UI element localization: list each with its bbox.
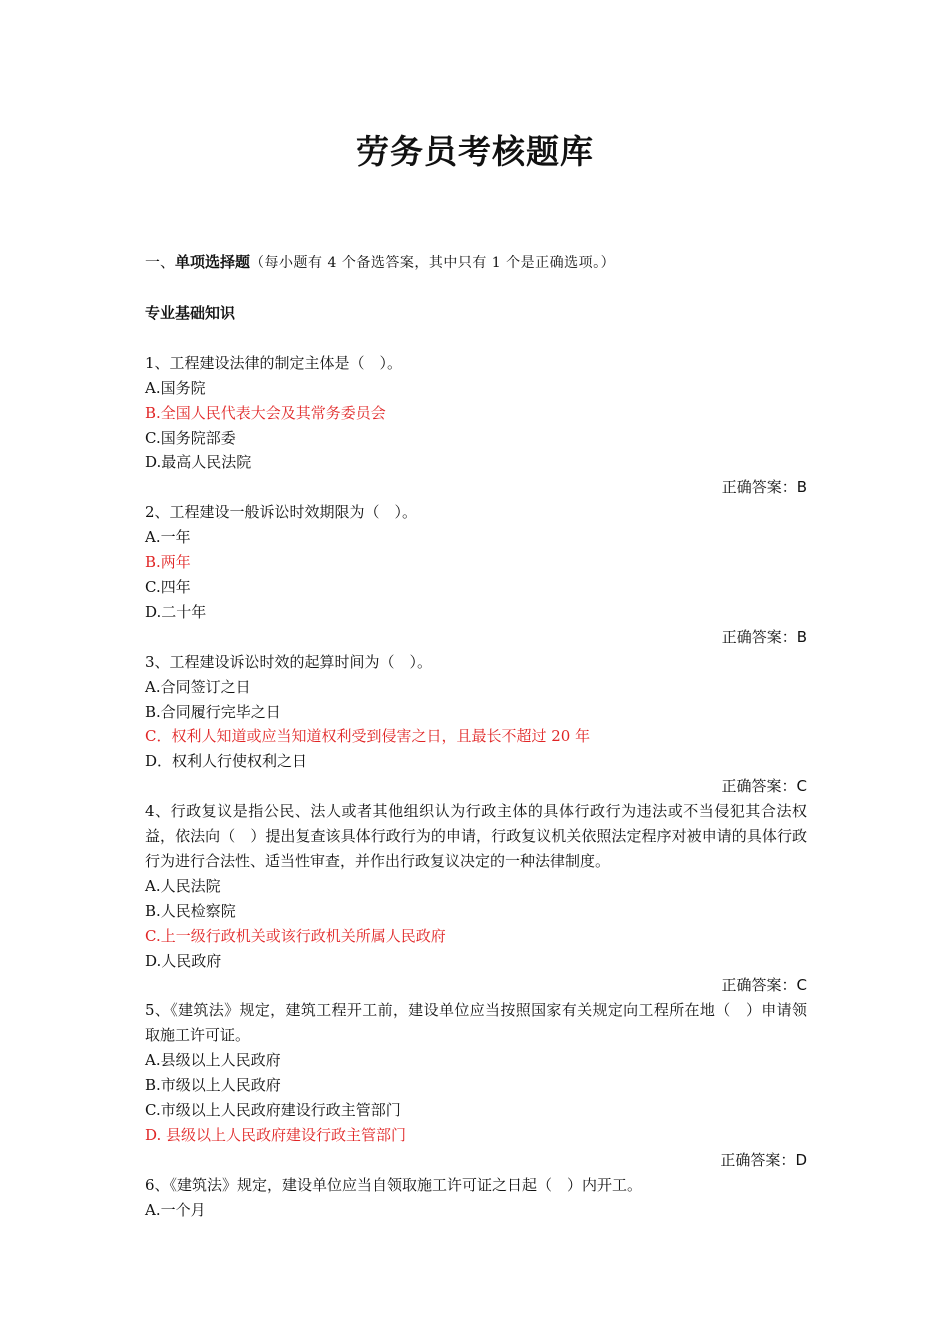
- question-block: [145, 500, 807, 649]
- correct-answer: [145, 973, 807, 998]
- option: B.合同履行完毕之日: [145, 702, 281, 721]
- answer-label: 正确答案：: [721, 976, 797, 995]
- answer-value: C: [796, 976, 807, 995]
- question-block: [145, 799, 807, 998]
- answer-label: 正确答案：: [721, 478, 797, 497]
- option: C.国务院部委: [145, 428, 236, 447]
- option: A.国务院: [145, 378, 206, 397]
- answer-value: B: [796, 627, 807, 646]
- correct-answer: [145, 1148, 807, 1173]
- option-correct: D. 县级以上人民政府建设行政主管部门: [145, 1125, 407, 1144]
- answer-label: 正确答案：: [721, 777, 797, 796]
- option: D.二十年: [145, 602, 207, 621]
- option: A.一年: [145, 528, 191, 547]
- correct-answer: [145, 774, 807, 799]
- subsection-title: 专业基础知识: [145, 303, 236, 322]
- option: C.四年: [145, 577, 191, 596]
- answer-value: B: [796, 478, 807, 497]
- option-correct: C．权利人知道或应当知道权利受到侵害之日，且最长不超过 20 年: [145, 727, 591, 746]
- correct-answer: [145, 475, 807, 500]
- question-block: [145, 1173, 807, 1223]
- correct-answer: [145, 625, 807, 650]
- question-text: 2、工程建设一般诉讼时效期限为（ ）。: [145, 503, 418, 522]
- option: A.合同签订之日: [145, 677, 251, 696]
- answer-value: D: [795, 1150, 807, 1169]
- document-title: 劳务员考核题库: [356, 132, 594, 171]
- section-number: 一、: [145, 253, 176, 271]
- section-heading: 单项选择题: [175, 253, 251, 271]
- option: D.最高人民法院: [145, 453, 252, 472]
- option-correct: C.上一级行政机关或该行政机关所属人民政府: [145, 926, 446, 945]
- answer-label: 正确答案：: [720, 1150, 796, 1169]
- question-block: [145, 650, 807, 799]
- question-text: 5、《建筑法》规定，建筑工程开工前，建设单位应当按照国家有关规定向工程所在地（ ）申请领取施工许可证。: [145, 1001, 807, 1045]
- section-header: [145, 250, 807, 276]
- question-text: 1、工程建设法律的制定主体是（ ）。: [145, 353, 403, 372]
- option: B.人民检察院: [145, 901, 236, 920]
- option: D.人民政府: [145, 951, 222, 970]
- option: A.一个月: [145, 1200, 206, 1219]
- document-content: [145, 250, 807, 1223]
- option: D．权利人行使权利之日: [145, 752, 308, 771]
- option-correct: B.两年: [145, 553, 191, 572]
- option-correct: B.全国人民代表大会及其常务委员会: [145, 403, 386, 422]
- option: A.人民法院: [145, 876, 221, 895]
- question-text: 4、行政复议是指公民、法人或者其他组织认为行政主体的具体行政行为违法或不当侵犯其合法权益，依法向（ ）提出复查该具体行政行为的申请，行政复议机关依照法定程序对被申请的具体行政行为进行合法性、适当性审查，并作出行政复议决定的一种法律制度。: [145, 802, 807, 870]
- option: A.县级以上人民政府: [145, 1051, 281, 1070]
- section-note: （每小题有 4 个备选答案，其中只有 1 个是正确选项。）: [250, 255, 616, 271]
- question-list: [145, 351, 807, 1223]
- question-block: [145, 998, 807, 1172]
- answer-label: 正确答案：: [721, 627, 797, 646]
- option: B.市级以上人民政府: [145, 1076, 281, 1095]
- question-text: 6、《建筑法》规定，建设单位应当自领取施工许可证之日起（ ）内开工。: [145, 1175, 643, 1194]
- question-block: [145, 351, 807, 500]
- question-text: 3、工程建设诉讼时效的起算时间为（ ）。: [145, 652, 433, 671]
- answer-value: C: [796, 777, 807, 796]
- option: C.市级以上人民政府建设行政主管部门: [145, 1101, 401, 1119]
